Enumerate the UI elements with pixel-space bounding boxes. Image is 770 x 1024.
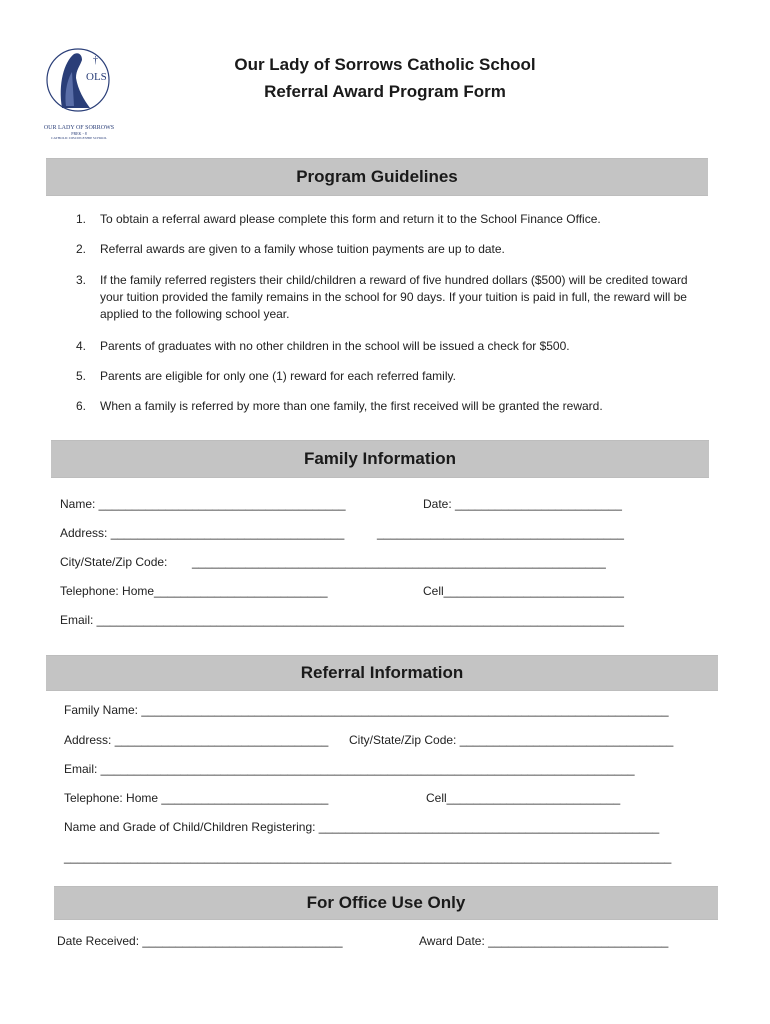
section-band-office [54,886,718,920]
guideline-item [76,241,706,258]
referral-cell-field[interactable]: Cell__________________________ [426,791,621,805]
family-name-field[interactable]: Name: _____________________________________ [60,497,346,511]
section-band-guidelines [46,158,708,196]
section-band-referral [46,655,718,691]
guideline-number: 1. [76,212,87,226]
logo-letters: OLS [86,71,107,83]
family-date-field[interactable]: Date: _________________________ [423,497,622,511]
guideline-text: To obtain a referral award please complete this form and return it to the School Finance Office. [100,212,601,226]
section-heading-office: For Office Use Only [306,893,466,912]
section-heading-family: Family Information [303,449,457,468]
family-email-field[interactable]: Email: _______________________________________________________________________________ [60,613,624,627]
svg-text:†: † [93,55,98,66]
form-title-school: Our Lady of Sorrows Catholic School [234,55,536,74]
guideline-item [76,398,706,415]
logo-tagline: CATHOLIC DISCIPLESHIP SCHOOL [51,136,107,140]
family-city-label: City/State/Zip Code: [60,555,168,569]
referral-children-field[interactable]: Name and Grade of Child/Children Registering: ___________________________________________________ [64,820,660,834]
section-heading-referral: Referral Information [300,663,464,682]
section-heading-guidelines: Program Guidelines [296,167,458,186]
referral-address-field[interactable]: Address: ________________________________ [64,733,329,747]
section-band-family [51,440,709,478]
referral-family-name-field[interactable]: Family Name: _______________________________________________________________________________ [64,703,669,717]
guideline-text: Parents are eligible for only one (1) reward for each referred family. [100,369,456,383]
family-telephone-field[interactable]: Telephone: Home__________________________ [60,584,328,598]
guideline-item [76,368,706,385]
guideline-text: When a family is referred by more than one family, the first received will be granted the reward. [100,399,603,413]
guideline-item [76,338,706,355]
guideline-item [76,211,706,228]
guideline-number: 4. [76,339,87,353]
logo-school-name: OUR LADY OF SORROWS [43,125,115,131]
family-address-line2-field[interactable]: _____________________________________ [377,526,624,540]
referral-city-field[interactable]: City/State/Zip Code: ________________________________ [349,733,674,747]
guideline-number: 2. [76,242,87,256]
family-cell-field[interactable]: Cell___________________________ [423,584,624,598]
guideline-item [76,272,706,323]
guideline-number: 3. [76,273,87,287]
form-title-program: Referral Award Program Form [264,82,506,101]
referral-children-line2-field[interactable]: ___________________________________________________________________________________________ [64,850,672,864]
family-address-field[interactable]: Address: ___________________________________ [60,526,345,540]
guideline-text: Parents of graduates with no other children in the school will be issued a check for $500. [100,339,570,353]
referral-email-field[interactable]: Email: ________________________________________________________________________________ [64,762,635,776]
office-award-date-field[interactable]: Award Date: ___________________________ [419,934,669,948]
guideline-number: 6. [76,399,87,413]
logo-grades: PREK - 8 [71,131,87,136]
referral-telephone-field[interactable]: Telephone: Home _________________________ [64,791,329,805]
office-date-received-field[interactable]: Date Received: ______________________________ [57,934,343,948]
guideline-text: If the family referred registers their child/children a reward of five hundred dollars ($500) will be credited toward your tuition provided the family remains in the school for 90 days. If your tuition is paid in full, the reward will be applied to the following school year. [100,273,688,321]
guideline-text: Referral awards are given to a family whose tuition payments are up to date. [100,242,505,256]
family-city-field[interactable]: ______________________________________________________________ [192,555,606,569]
guideline-number: 5. [76,369,87,383]
